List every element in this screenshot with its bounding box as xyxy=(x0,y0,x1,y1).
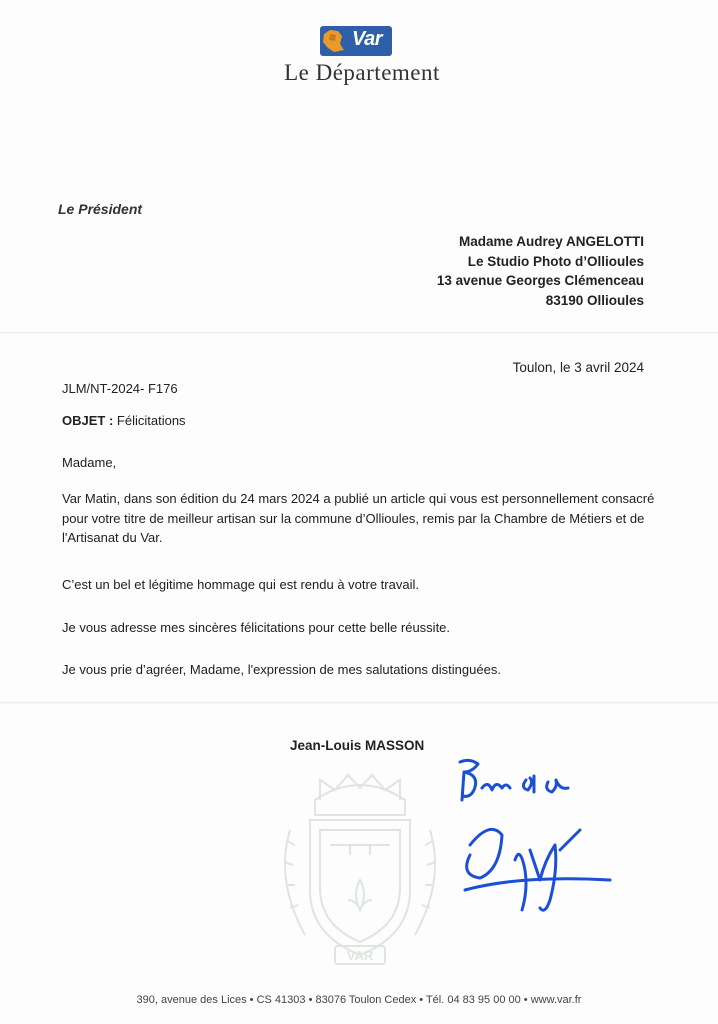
signer-name: Jean-Louis MASSON xyxy=(290,738,425,753)
reference-number: JLM/NT-2024- F176 xyxy=(62,381,178,396)
recipient-street: 13 avenue Georges Clémenceau xyxy=(436,273,644,288)
seal-label: VAR xyxy=(346,948,374,963)
page-fold xyxy=(0,702,718,704)
salutation: Madame, xyxy=(62,455,117,470)
subject-text: Félicitations xyxy=(116,413,186,428)
recipient-name: Madame Audrey ANGELOTTI xyxy=(458,234,644,249)
paragraph-4: Je vous prie d’agréer, Madame, l'expression de mes salutations distinguées. xyxy=(62,662,501,677)
footer-contact: 390, avenue des Lices • CS 41303 • 83076 Toulon Cedex • Tél. 04 83 95 00 00 • www.var.fr xyxy=(136,994,582,1006)
letter-date: Toulon, le 3 avril 2024 xyxy=(512,360,644,375)
recipient-city: 83190 Ollioules xyxy=(545,292,644,308)
subject-line xyxy=(62,413,186,428)
sender-title: Le Président xyxy=(58,201,143,217)
department-title: Le Département xyxy=(284,60,440,85)
paragraph-1: Var Matin, dans son édition du 24 mars 2024 a publié un article qui vous est personnellement consacré pour votre titre de meilleur artisan sur la commune d’Ollioules, remis par la Chambre de Métiers et de l'Artisanat du Var. xyxy=(62,491,655,545)
handwritten-signature xyxy=(430,750,630,930)
logo-wordmark: Var xyxy=(352,28,383,50)
paragraph-3: Je vous adresse mes sincères félicitations pour cette belle réussite. xyxy=(62,620,451,635)
recipient-company: Le Studio Photo d’Ollioules xyxy=(467,253,644,269)
paragraph-2: C’est un bel et légitime hommage qui est rendu à votre travail. xyxy=(62,577,419,592)
recipient-address xyxy=(437,232,644,310)
subject-label: OBJET : xyxy=(62,413,114,428)
page-fold xyxy=(0,332,718,334)
